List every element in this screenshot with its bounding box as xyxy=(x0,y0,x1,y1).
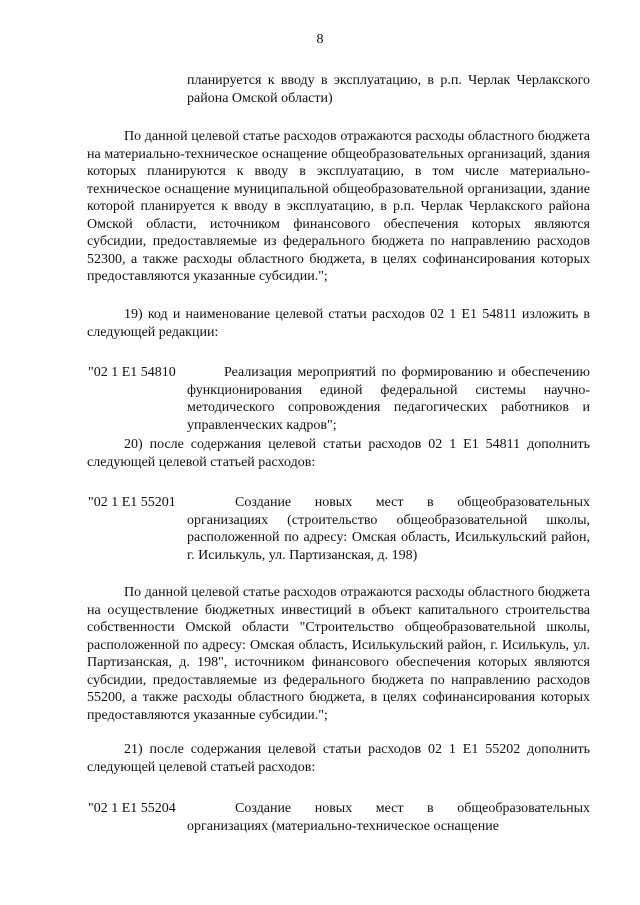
continued-text: планируется к вводу в эксплуатацию, в р.п. Черлак Черлакского района Омской области) xyxy=(187,73,590,106)
code-55204: "02 1 E1 55204 xyxy=(88,801,176,816)
paragraph-2: По данной целевой статье расходов отражаются расходы областного бюджета на осуществление бюджетных инвестиций в объект капитального строительства собственности Омской области "Строительство общеобразовательной школы, расположенной по адресу: Омская область, Исилькульский район, г. Исилькуль, ул. Партизанская, д. 198", источником финансового обеспечения которых являются субсидии, предоставляемые из федерального бюджета по направлению расходов 55200, а также расходы областного бюджета, в целях софинансирования которых предоставляются указанные субсидии."; xyxy=(87,585,590,723)
paragraph-1: По данной целевой статье расходов отражаются расходы областного бюджета на материально-техническое оснащение общеобразовательных организаций, здания которых планируются к вводу в эксплуатацию, в том числе материально-техническое оснащение муниципальной общеобразовательной организации, здание которой планируется к вводу в эксплуатацию, в р.п. Черлак Черлакского района Омской области, источником финансового обеспечения которых являются субсидии, предоставляемые из федерального бюджета по направлению расходов 52300, а также расходы областного бюджета, в целях софинансирования которых предоставляются указанные субсидии."; xyxy=(87,129,590,284)
description-55201: Создание новых мест в общеобразовательных организациях (строительство общеобразовательной школы, расположенной по адресу: Омская область, Исилькульский район, г. Исилькуль, ул. Партизанская, д. 198) xyxy=(187,495,590,563)
item-20: 20) после содержания целевой статьи расходов 02 1 E1 54811 дополнить следующей целевой статьей расходов: xyxy=(87,437,590,470)
description-54810: Реализация мероприятий по формированию и обеспечению функционирования единой федеральной системы научно-методического сопровождения педагогических работников и управленческих кадров"; xyxy=(187,365,590,433)
code-55201: "02 1 E1 55201 xyxy=(88,495,176,510)
page-number: 8 xyxy=(316,32,324,47)
code-54810: "02 1 E1 54810 xyxy=(88,365,176,380)
description-55204: Создание новых мест в общеобразовательных организациях (материально-техническое оснащение xyxy=(187,801,590,834)
item-19: 19) код и наименование целевой статьи расходов 02 1 E1 54811 изложить в следующей редакции: xyxy=(87,307,590,340)
item-21: 21) после содержания целевой статьи расходов 02 1 E1 55202 дополнить следующей целевой статьей расходов: xyxy=(87,742,590,775)
